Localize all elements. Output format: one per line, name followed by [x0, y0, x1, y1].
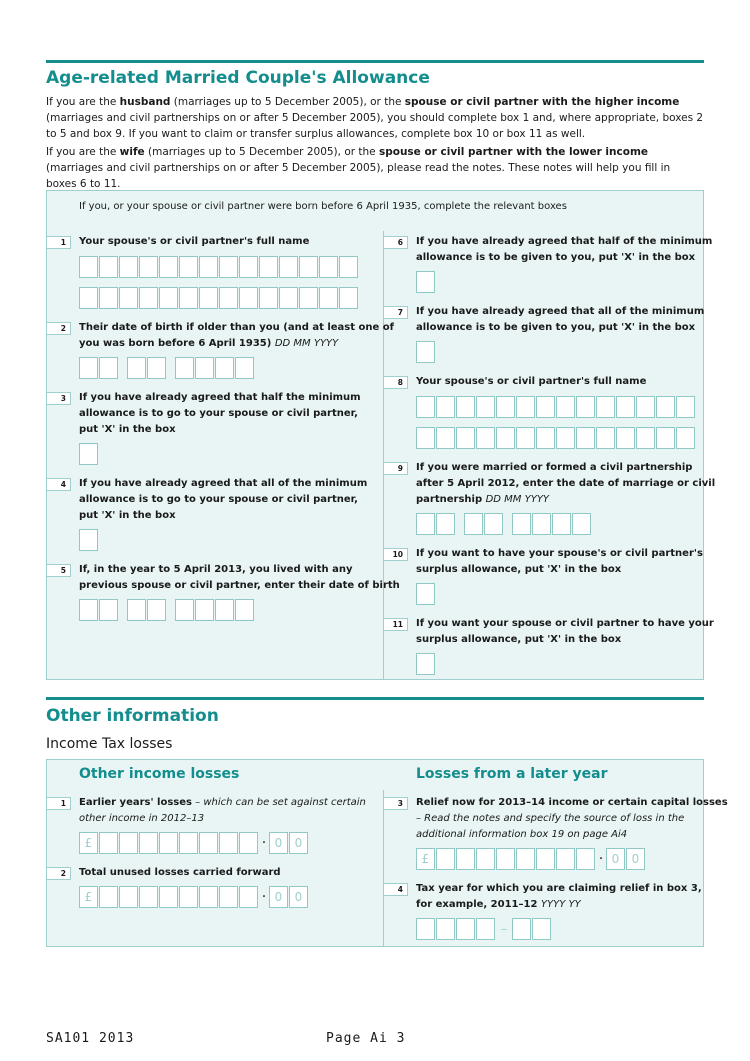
box-10-checkbox[interactable] — [416, 583, 436, 605]
box-4-checkbox[interactable] — [79, 529, 99, 551]
losses-box-number-3: 3 — [383, 797, 408, 810]
box-1-label: Your spouse's or civil partner's full name — [79, 236, 310, 247]
losses-later-year-heading: Losses from a later year — [416, 766, 608, 782]
box-number-1: 1 — [46, 236, 71, 249]
box-number-3: 3 — [46, 392, 71, 405]
tax-year-field[interactable]: – — [416, 918, 552, 940]
box-number-2: 2 — [46, 322, 71, 335]
panel-divider — [383, 231, 384, 680]
spouse-name-field-line-1[interactable] — [79, 256, 359, 278]
section-rule-2 — [46, 697, 704, 700]
losses-box-2-label: Total unused losses carried forward — [79, 867, 281, 878]
other-income-losses-heading: Other income losses — [79, 766, 240, 782]
losses-box-4-label: Tax year for which you are claiming relief in box 3, for example, 2011–12 YYYY YY — [416, 883, 702, 910]
section-title-other-information: Other information — [46, 706, 219, 726]
box-number-7: 7 — [383, 306, 408, 319]
footer-page-number: Page Ai 3 — [326, 1031, 406, 1046]
footer-form-id: SA101 2013 — [46, 1031, 135, 1046]
box-number-5: 5 — [46, 564, 71, 577]
box-6-checkbox[interactable] — [416, 271, 436, 293]
relief-now-amount-field[interactable]: £ · 0 0 — [416, 848, 646, 870]
losses-box-3-label: Relief now for 2013–14 income or certain capital losses – Read the notes and specify the source of loss in the additional information box 19 on page Ai4 — [416, 797, 728, 840]
intro-paragraph-2: If you are the wife (marriages up to 5 December 2005), or the spouse or civil partner with the lower income (marriages and civil partnerships on or after 5 December 2005), please read the notes. These notes will help you fill in boxes 6 to 11. — [46, 146, 671, 190]
spouse-name-field-line-2[interactable] — [79, 287, 359, 309]
section-title-married-allowance: Age-related Married Couple's Allowance — [46, 68, 430, 88]
box-number-11: 11 — [383, 618, 408, 631]
box-number-9: 9 — [383, 462, 408, 475]
intro-paragraph-1: If you are the husband (marriages up to 5 December 2005), or the spouse or civil partner with the higher income (marriages and civil partnerships on or after 5 December 2005), you should complete box 1 and, where appropriate, boxes 2 to 5 and box 9. If you want to claim or transfer surplus allowances, complete box 10 or box 11 as well. — [46, 96, 704, 140]
losses-box-1-label: Earlier years' losses – which can be set against certain other income in 2012–13 — [79, 797, 366, 824]
panel-header: If you, or your spouse or civil partner were born before 6 April 1935, complete the relevant boxes — [79, 201, 567, 212]
spouse-name-field-8-line-1[interactable] — [416, 396, 696, 418]
section-rule — [46, 60, 704, 63]
losses-panel-divider — [383, 790, 384, 947]
box-7-label: If you have already agreed that all of the minimum allowance is to be given to you, put 'X' in the box — [416, 306, 705, 333]
box-number-4: 4 — [46, 478, 71, 491]
box-number-8: 8 — [383, 376, 408, 389]
losses-box-number-4: 4 — [383, 883, 408, 896]
box-11-label: If you want your spouse or civil partner to have your surplus allowance, put 'X' in the box — [416, 618, 714, 645]
box-11-checkbox[interactable] — [416, 653, 436, 675]
box-7-checkbox[interactable] — [416, 341, 436, 363]
losses-box-number-2: 2 — [46, 867, 71, 880]
box-6-label: If you have already agreed that half of the minimum allowance is to be given to you, put 'X' in the box — [416, 236, 713, 263]
box-10-label: If you want to have your spouse's or civil partner's surplus allowance, put 'X' in the box — [416, 548, 703, 575]
box-number-10: 10 — [383, 548, 408, 561]
box-4-label: If you have already agreed that all of the minimum allowance is to go to your spouse or civil partner, put 'X' in the box — [79, 478, 368, 521]
date-of-birth-field[interactable] — [79, 357, 255, 379]
box-3-label: If you have already agreed that half the minimum allowance is to go to your spouse or civil partner, put 'X' in the box — [79, 392, 361, 435]
box-3-checkbox[interactable] — [79, 443, 99, 465]
unused-losses-amount-field[interactable]: £ · 0 0 — [79, 886, 309, 908]
box-9-label: If you were married or formed a civil partnership after 5 April 2012, enter the date of marriage or civil partnership DD MM YYYY — [416, 462, 716, 505]
spouse-name-field-8-line-2[interactable] — [416, 427, 696, 449]
box-8-label: Your spouse's or civil partner's full name — [416, 376, 647, 387]
losses-box-number-1: 1 — [46, 797, 71, 810]
marriage-date-field[interactable] — [416, 513, 592, 535]
previous-spouse-dob-field[interactable] — [79, 599, 255, 621]
box-2-label: Their date of birth if older than you (and at least one of you was born before 6 April 1935) DD MM YYYY — [79, 322, 394, 349]
earlier-losses-amount-field[interactable]: £ · 0 0 — [79, 832, 309, 854]
box-number-6: 6 — [383, 236, 408, 249]
box-5-label: If, in the year to 5 April 2013, you lived with any previous spouse or civil partner, enter their date of birth — [79, 564, 400, 591]
subtitle-income-tax-losses: Income Tax losses — [46, 736, 173, 752]
